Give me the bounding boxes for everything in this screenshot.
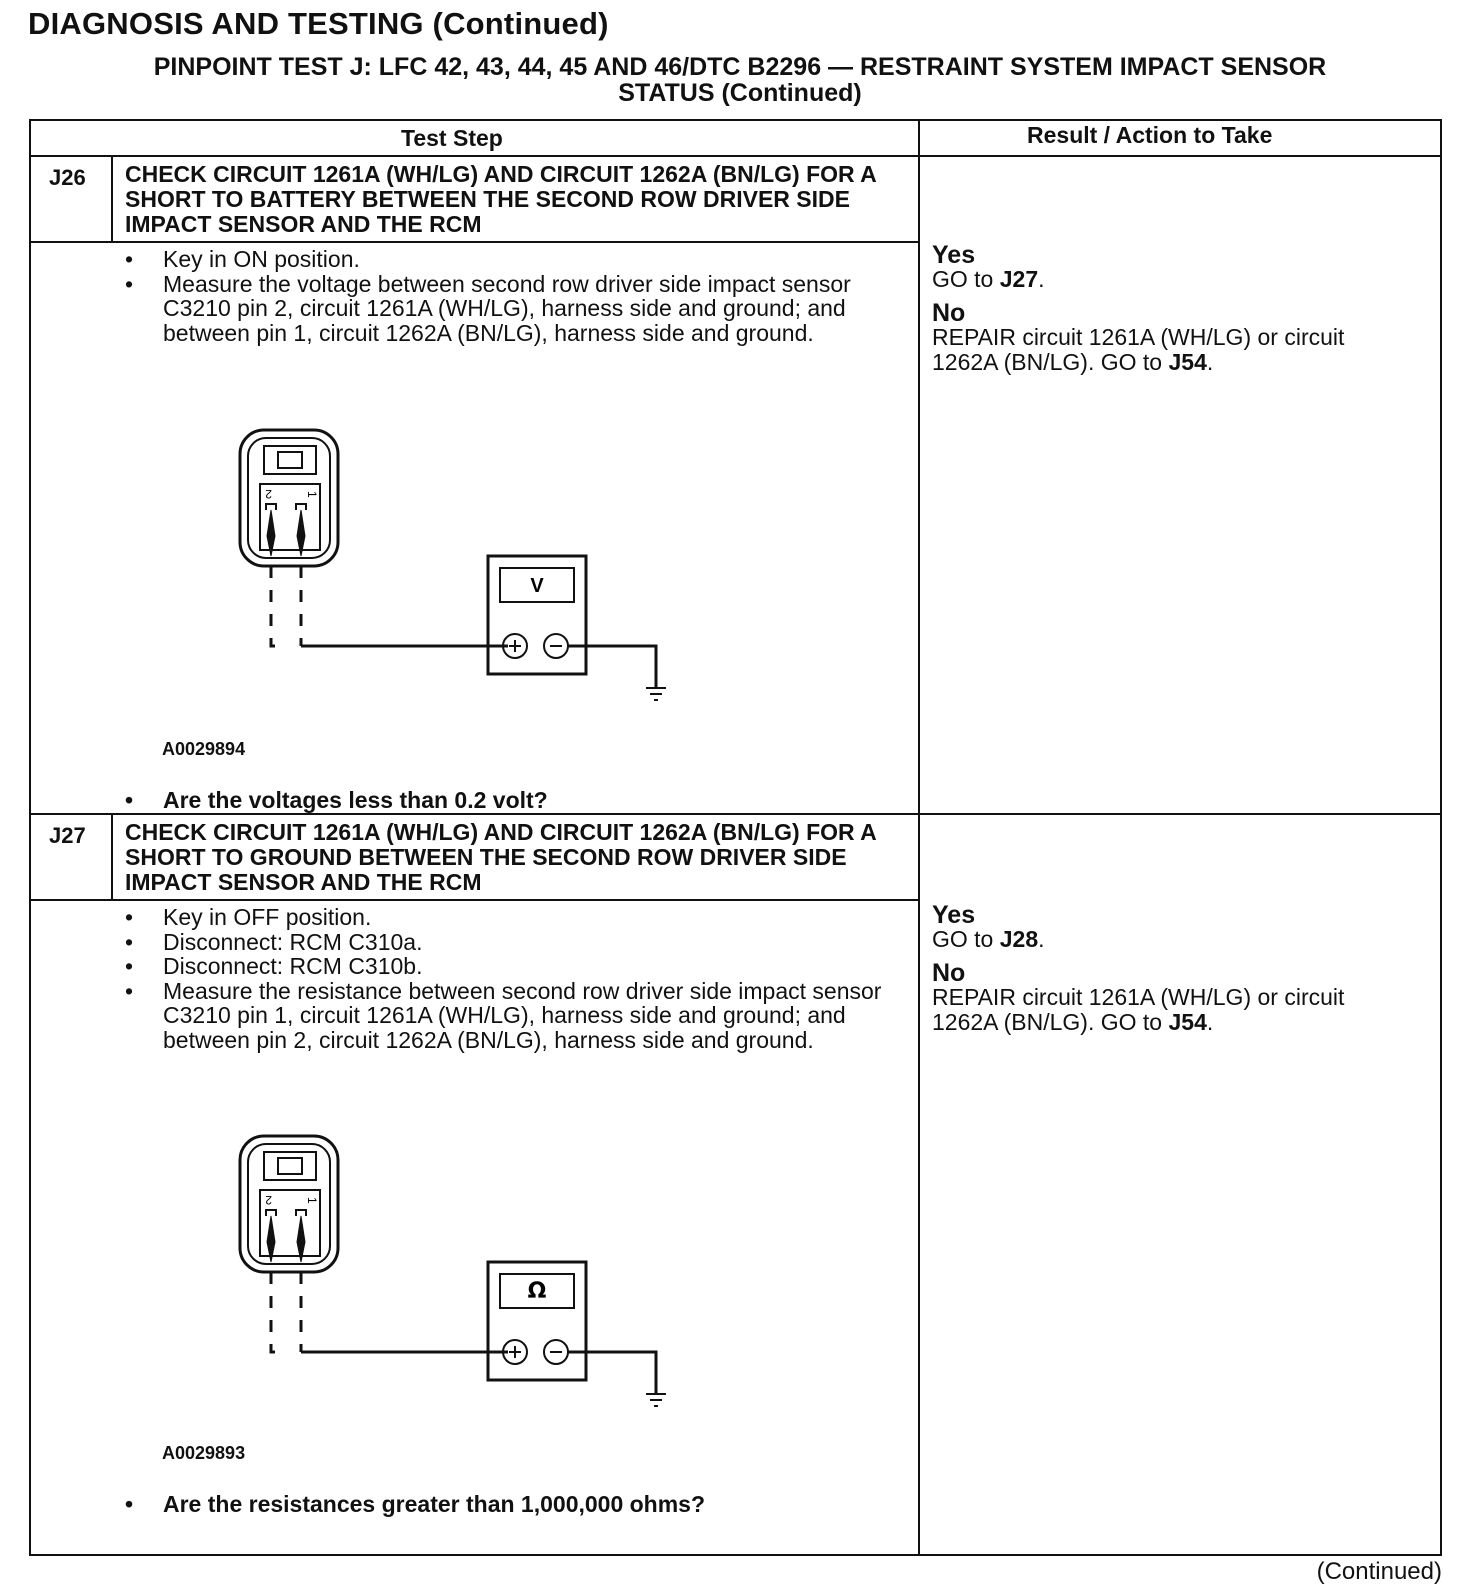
row-divider — [31, 813, 1440, 815]
ground-icon — [646, 1394, 666, 1406]
ohmmeter-diagram-j27 — [226, 1132, 686, 1432]
step-id-divider — [111, 155, 113, 243]
step-bullets-j27 — [125, 905, 895, 1052]
step-bullets-j26 — [125, 247, 895, 345]
test-probes-icon — [266, 1210, 306, 1262]
harness-wires — [271, 1272, 656, 1394]
goto-step-j27[interactable]: J27 — [999, 266, 1039, 292]
voltmeter-icon — [488, 556, 586, 674]
step-title-divider — [31, 899, 920, 901]
result-no-action-j27: REPAIR circuit 1261A (WH/LG) or circuit 1262A (BN/LG). GO to J54. — [932, 984, 1345, 1035]
bullet-item: • Key in ON position. — [125, 247, 895, 272]
harness-wires — [271, 566, 656, 688]
result-no-label-j26: No — [932, 299, 966, 327]
header-test-step: Test Step — [401, 125, 503, 151]
header-result-action: Result / Action to Take — [1027, 122, 1273, 148]
test-probes-icon — [266, 504, 306, 556]
result-yes-label-j26: Yes — [932, 241, 976, 269]
result-yes-action-j27: GO to J28. — [932, 926, 1045, 952]
column-divider — [918, 121, 920, 1554]
goto-step-j54[interactable]: J54 — [1168, 1009, 1207, 1035]
connector-c3210-icon — [240, 430, 338, 566]
result-no-label-j27: No — [932, 959, 966, 987]
meter-symbol-j27: Ω — [527, 1279, 547, 1304]
pinpoint-test-table — [29, 119, 1442, 1556]
header-divider — [31, 155, 1440, 157]
bullet-item: • Measure the voltage between second row driver side impact sensor C3210 pin 2, circuit 1261A (WH/LG), harness side and ground; and between pin 1, circuit 1262A (BN/LG), harness side and ground. — [125, 272, 895, 346]
bullet-item: • Disconnect: RCM C310a. — [125, 930, 895, 955]
pin-label-2: 2 — [265, 487, 272, 501]
step-title-divider — [31, 241, 920, 243]
step-title-j27: CHECK CIRCUIT 1261A (WH/LG) AND CIRCUIT 1262A (BN/LG) FOR A SHORT TO GROUND BETWEEN THE SECOND ROW DRIVER SIDE IMPACT SENSOR AND THE RCM — [125, 819, 876, 895]
bullet-item: • Disconnect: RCM C310b. — [125, 954, 895, 979]
bullet-item: • Key in OFF position. — [125, 905, 895, 930]
step-id-divider — [111, 813, 113, 901]
connector-c3210-icon — [240, 1136, 338, 1272]
step-id-j27: J27 — [49, 823, 86, 848]
pinpoint-test-title — [40, 54, 1440, 106]
step-title-j26: CHECK CIRCUIT 1261A (WH/LG) AND CIRCUIT 1262A (BN/LG) FOR A SHORT TO BATTERY BETWEEN THE SECOND ROW DRIVER SIDE IMPACT SENSOR AND THE RCM — [125, 161, 876, 237]
step-id-j26: J26 — [49, 165, 86, 190]
result-no-action-j26: REPAIR circuit 1261A (WH/LG) or circuit 1262A (BN/LG). GO to J54. — [932, 324, 1345, 375]
voltmeter-diagram-j26 — [226, 426, 686, 726]
page-title: DIAGNOSIS AND TESTING (Continued) — [28, 6, 609, 41]
result-yes-action-j26: GO to J27. — [932, 266, 1045, 292]
meter-symbol-j26: V — [530, 575, 544, 597]
pin-label-2: 2 — [265, 1193, 272, 1207]
result-yes-label-j27: Yes — [932, 901, 976, 929]
step-question-j27: • Are the resistances greater than 1,000,000 ohms? — [125, 1491, 705, 1518]
continued-footer: (Continued) — [1316, 1558, 1442, 1585]
figure-id-j27: A0029893 — [162, 1443, 246, 1463]
bullet-item: • Measure the resistance between second row driver side impact sensor C3210 pin 1, circuit 1261A (WH/LG), harness side and ground; and between pin 2, circuit 1262A (BN/LG), harness side and ground. — [125, 979, 895, 1053]
pin-label-1: 1 — [305, 1197, 319, 1204]
goto-step-j54[interactable]: J54 — [1168, 349, 1207, 375]
goto-step-j28[interactable]: J28 — [999, 926, 1039, 952]
ground-icon — [646, 688, 666, 700]
pin-label-1: 1 — [305, 491, 319, 498]
step-question-j26: • Are the voltages less than 0.2 volt? — [125, 787, 548, 814]
pinpoint-test-title-line2: STATUS (Continued) — [618, 79, 862, 107]
pinpoint-test-title-line1: PINPOINT TEST J: LFC 42, 43, 44, 45 AND 46/DTC B2296 — RESTRAINT SYSTEM IMPACT SENSOR — [153, 53, 1327, 81]
figure-id-j26: A0029894 — [162, 739, 246, 759]
